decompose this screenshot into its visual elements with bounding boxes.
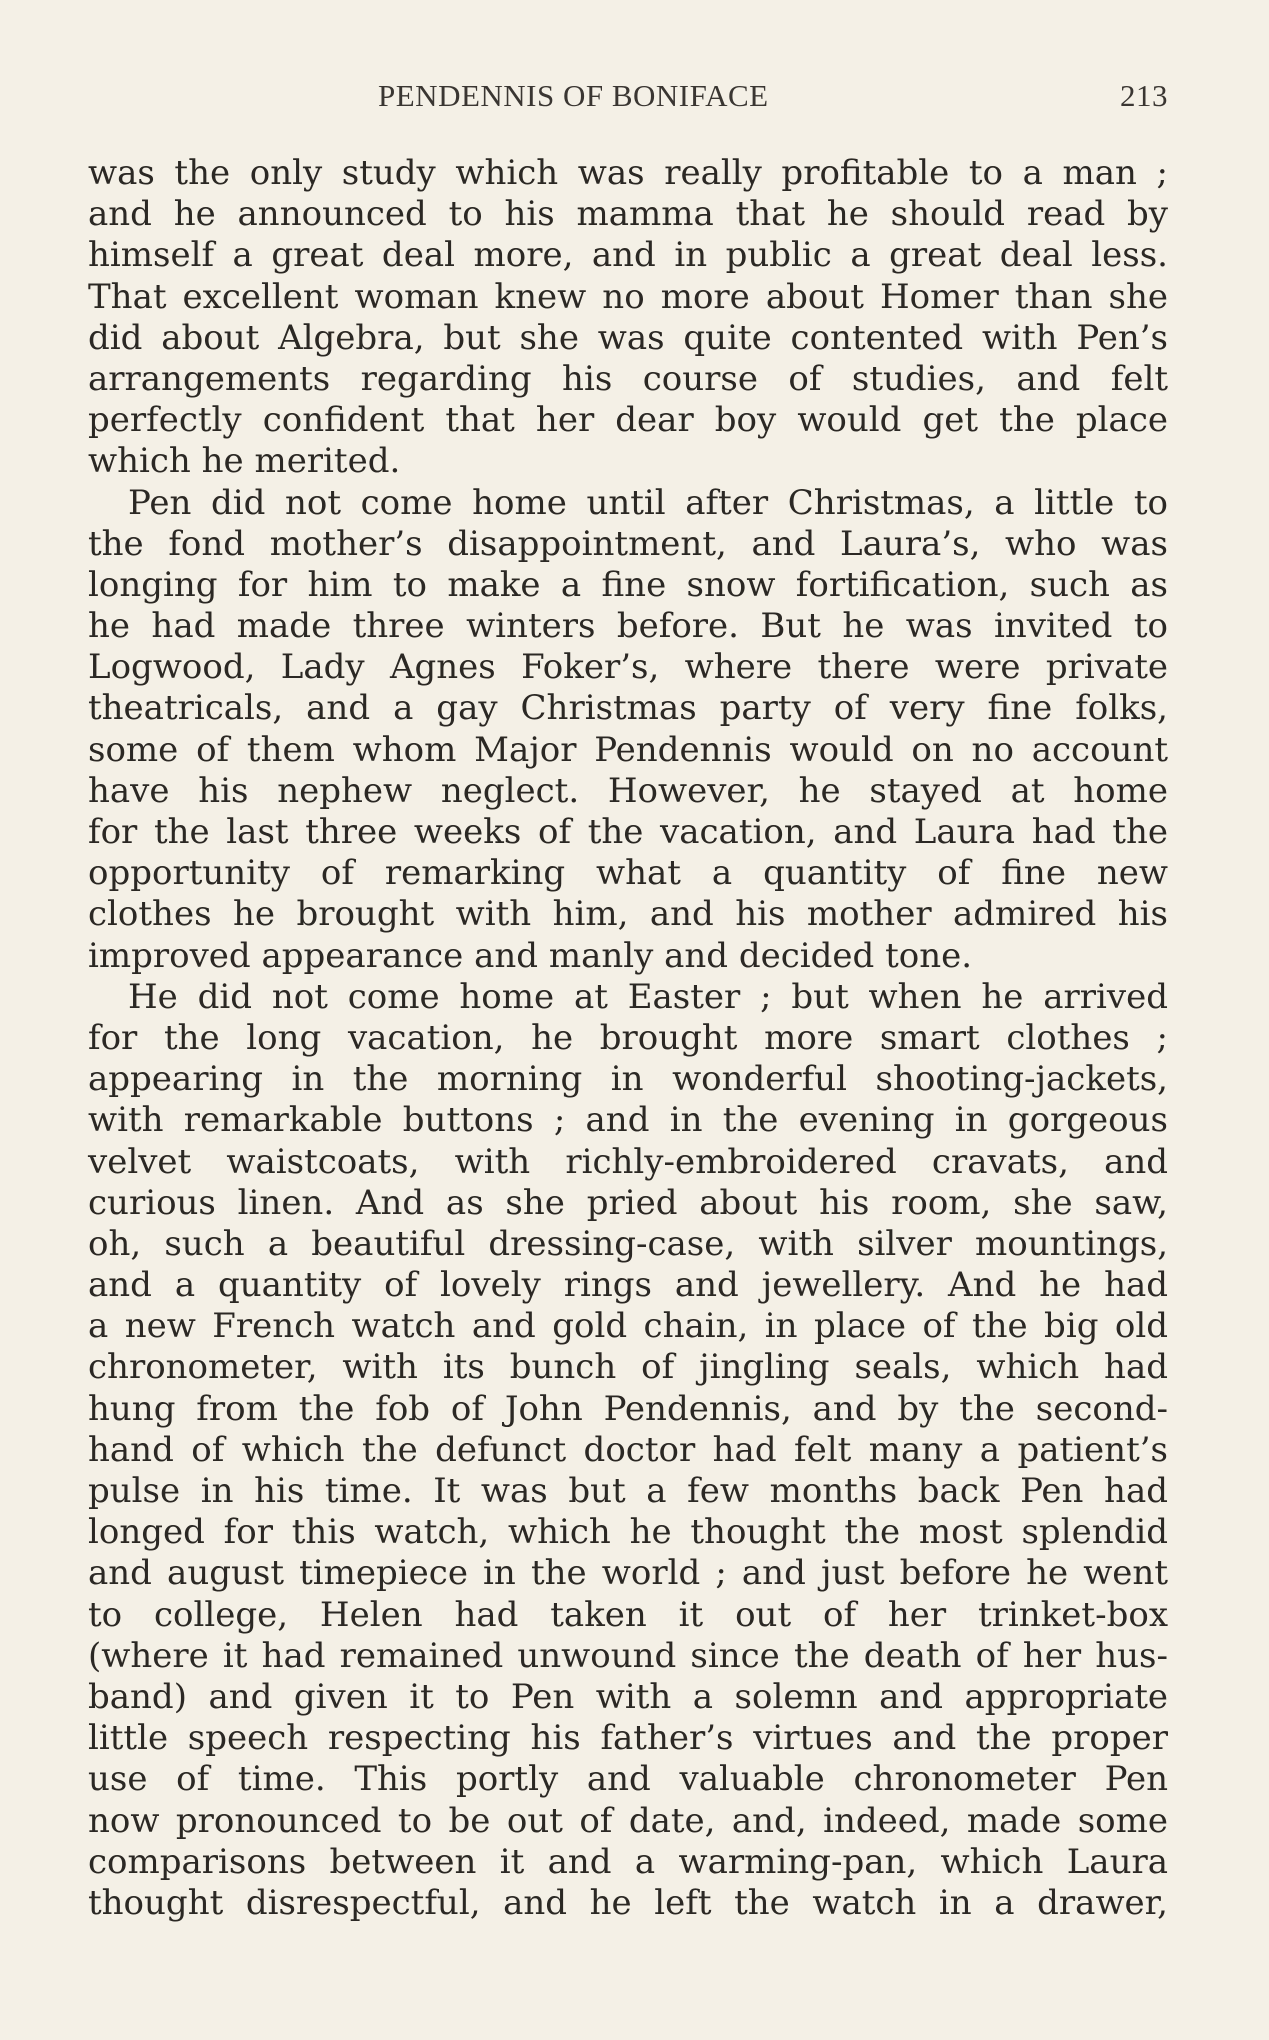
text-line: velvet waistcoats, with richly-embroidered cravats, and	[88, 1141, 1168, 1182]
text-line: That excellent woman knew no more about Homer than she	[88, 276, 1168, 317]
text-line: the fond mother’s disappointment, and Laura’s, who was	[88, 523, 1168, 564]
text-line: clothes he brought with him, and his mother admired his	[88, 894, 1168, 935]
text-line: thought disrespectful, and he left the watch in a drawer,	[88, 1882, 1168, 1923]
text-line: himself a great deal more, and in public a great deal less.	[88, 235, 1168, 276]
text-line: to college, Helen had taken it out of her trinket-box	[88, 1594, 1168, 1635]
running-title: PENDENNIS OF BONIFACE	[378, 78, 769, 113]
text-line: with remarkable buttons ; and in the evening in gorgeous	[88, 1100, 1168, 1141]
text-line: little speech respecting his father’s virtues and the proper	[88, 1718, 1168, 1759]
text-line: hung from the fob of John Pendennis, and by the second-	[88, 1388, 1168, 1429]
text-line: and a quantity of lovely rings and jewellery. And he had	[88, 1265, 1168, 1306]
text-line: did about Algebra, but she was quite contented with Pen’s	[88, 317, 1168, 358]
text-line: (where it had remained unwound since the death of her hus-	[88, 1635, 1168, 1676]
text-line: he had made three winters before. But he was invited to	[88, 606, 1168, 647]
text-line: longed for this watch, which he thought the most splendid	[88, 1512, 1168, 1553]
text-line: oh, such a beautiful dressing-case, with silver mountings,	[88, 1223, 1168, 1264]
text-line: Logwood, Lady Agnes Foker’s, where there were private	[88, 647, 1168, 688]
text-line: for the last three weeks of the vacation, and Laura had the	[88, 812, 1168, 852]
text-line: chronometer, with its bunch of jingling seals, which had	[88, 1347, 1168, 1388]
text-line: hand of which the defunct doctor had felt many a patient’s	[88, 1429, 1168, 1470]
text-line: opportunity of remarking what a quantity of fine new	[88, 853, 1168, 894]
text-line: longing for him to make a fine snow fortification, such as	[88, 564, 1168, 605]
paragraph-start-line: He did not come home at Easter ; but when he arrived	[128, 976, 1168, 1017]
text-line: which he merited.	[88, 441, 401, 482]
text-line: arrangements regarding his course of studies, and felt	[88, 358, 1168, 399]
text-line: and he announced to his mamma that he should read by	[88, 194, 1168, 235]
text-line: use of time. This portly and valuable chronometer Pen	[88, 1759, 1168, 1800]
text-line: appearing in the morning in wonderful shooting-jackets,	[88, 1059, 1168, 1100]
text-line: some of them whom Major Pendennis would on no account	[88, 729, 1168, 770]
page-number: 213	[1120, 78, 1168, 113]
text-line: now pronounced to be out of date, and, indeed, made some	[88, 1800, 1168, 1841]
text-line: theatricals, and a gay Christmas party of very fine folks,	[88, 688, 1168, 729]
text-line: a new French watch and gold chain, in place of the big old	[88, 1306, 1168, 1347]
body-text	[88, 153, 1168, 1924]
text-line: band) and given it to Pen with a solemn and appropriate	[88, 1676, 1168, 1717]
text-line: improved appearance and manly and decided tone.	[88, 935, 973, 976]
text-line: perfectly confident that her dear boy would get the place	[88, 400, 1168, 441]
text-line: was the only study which was really profitable to a man ;	[88, 153, 1168, 193]
paragraph-start-line: Pen did not come home until after Christmas, a little to	[128, 482, 1168, 523]
text-line: pulse in his time. It was but a few months back Pen had	[88, 1471, 1168, 1511]
text-line: curious linen. And as she pried about his room, she saw,	[88, 1182, 1168, 1223]
text-line: comparisons between it and a warming-pan, which Laura	[88, 1841, 1168, 1882]
text-line: and august timepiece in the world ; and just before he went	[88, 1553, 1168, 1594]
running-header	[88, 78, 1168, 118]
text-line: have his nephew neglect. However, he stayed at home	[88, 770, 1168, 811]
text-line: for the long vacation, he brought more smart clothes ;	[88, 1017, 1168, 1058]
